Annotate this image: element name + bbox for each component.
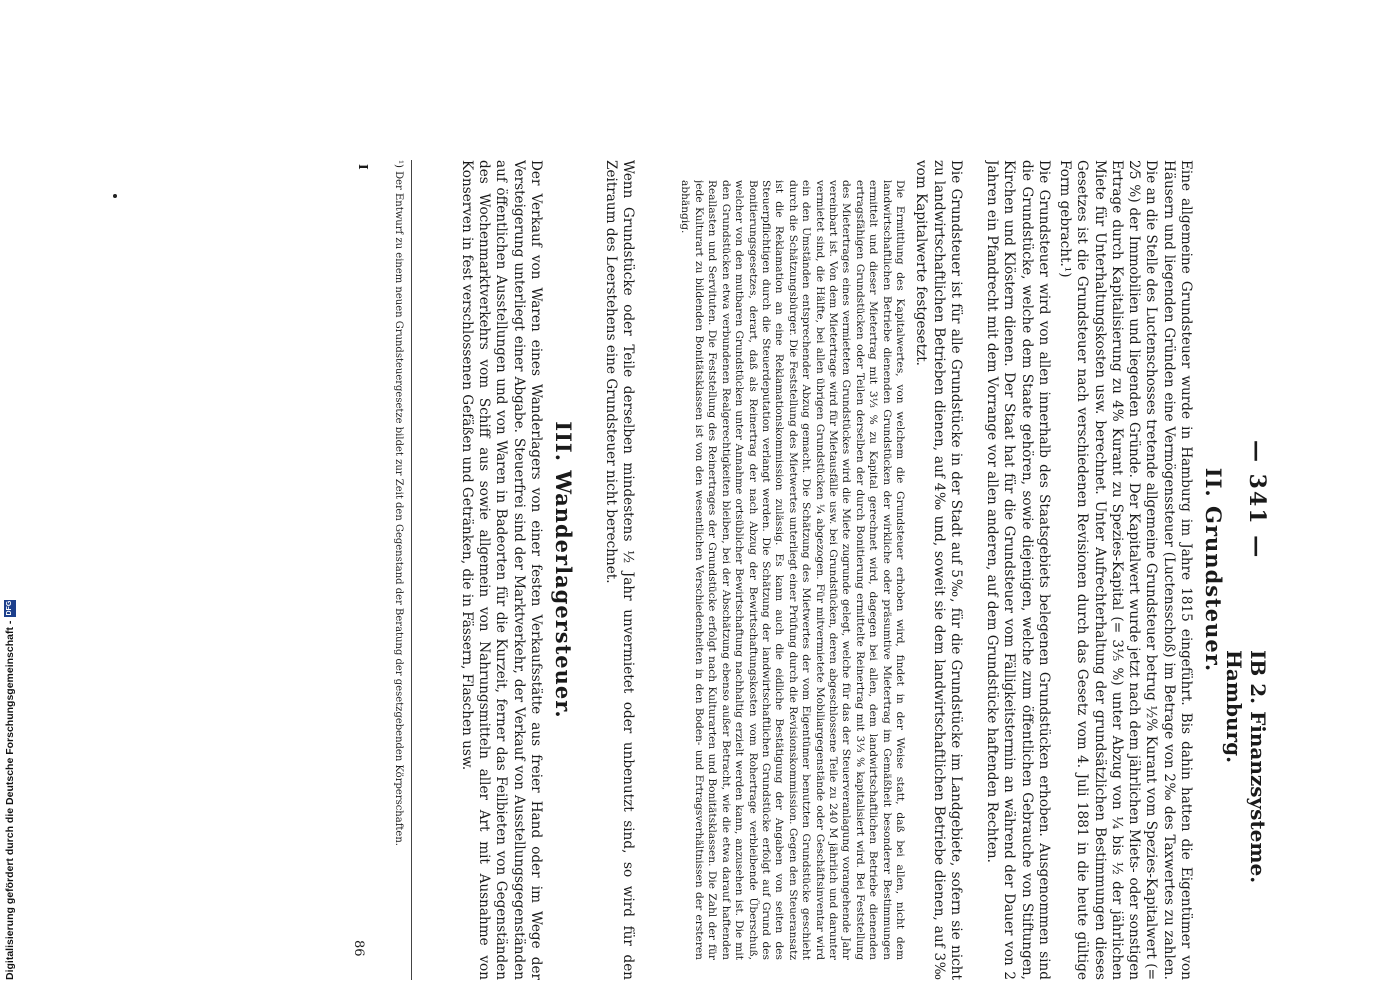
section-heading-wanderlagersteuer: III. Wanderlagersteuer. bbox=[551, 421, 576, 719]
paragraph-wanderlagersteuer: Der Verkauf von Waren eines Wanderlagers von einer festen Verkaufsstätte aus freier Hand oder im Wege der Versteigerung unterliegt einer Abgabe. Steuerfrei sind der Marktverkehr, der Verkauf von Ausstellungsgegenständen auf öffentlichen Ausstellungen und von Waren in Badeorten für die Kurzeit, ferner das Feilbieten von Gegenständen des Wochenmarktverkehrs vom Schiff aus sowie allgemein von Nahrungsmitteln aller Art mit Ausnahme von Konserven in fest verschlossenen Gefäßen und Getränken, die in Fässern, Flaschen usw. bbox=[458, 160, 544, 980]
paragraph-kapitalwert-ermittlung: Die Ermittlung des Kapitalwertes, von welchem die Grundsteuer erhoben wird, findet in der Weise statt, daß bei allen, nicht dem landwirtschaftlichen Betriebe dienenden Grundstücken der wirkliche oder präsumtive Mietertrag im Gemäßheit besonderer Bestimmungen ermittelt und dieser Mietertrag mit 3⅓ % zu Kapital gerechnet wird, dagegen bei allen, dem landwirtschaftlichen Betriebe dienenden ertragsfähigen Grundstücken oder Teilen derselben der durch Bonitierung ermittelte Reinertrag mit 3⅓ % kapitalisiert wird. Bei Feststellung des Mietertrages eines vermieteten Grundstückes wird die Miete zugrunde gelegt, welche für das der Steuerveranlagung vorangehende Jahr vereinbart ist. Von dem Mietertrage wird für Mietausfälle usw. bei Grundstücken, deren abgeschlossene Teile zu 240 M jährlich und darunter vermietet sind, die Hälfte, bei allen übrigen Grundstücken ¼ abgezogen. Für mitvermietete Mobiliargegenstände oder Geschäftsinventar wird ein den Umständen entsprechender Abzug gemacht. Die Schätzung des Mietwertes der vom Eigentümer benutzten Grundstücke geschieht durch die Schätzungsbürger. Die Feststellung des Mietwertes unterliegt einer Prüfung durch die Revisionskommission. Gegen den Steueransatz ist die Reklamation an eine Reklamationskommission zulässig. Es kann auch die eidliche Bestätigung der Angaben von seiten des Steuerpflichtigen durch die Steuerdeputation verlangt werden. Die Schätzung der landwirtschaftlichen Grundstücke erfolgt auf Grund des Bonitierungsgesetzes, derart, daß als Reinertrag der nach Abzug der Bewirtschaftungskosten vom Rohertrage verbleibende Überschuß, welcher von den mutbaren Grundstücken unter Annahme ortsüblicher Bewirtschaftung nachhaltig erzielt werden kann, anzusehen ist. Die mit den Grundstücken etwa verbundenen Realgerechtigkeiten bleiben, bei der Abschätzung ebenso außer Betracht, wie die etwa darauf haftenden Reallasten und Servituten. Die Feststellung des Reinertrages der Grundstücke erfolgt nach Kulturarten und Bonitätsklassen. Die Zahl der für jede Kulturart zu bildenden Bonitätsklassen ist von den wesentlichen Verschiedenheiten in den Boden- und Ertragsverhältnissen der ersteren abhängig. bbox=[679, 180, 906, 960]
page-reference: 86 bbox=[351, 940, 366, 957]
section-heading-grundsteuer: II. Grundsteuer. bbox=[1201, 467, 1226, 673]
signature-mark: I bbox=[356, 164, 370, 170]
paragraph-grundsteuer-intro: Eine allgemeine Grundsteuer wurde in Hamburg im Jahre 1815 eingeführt. Bis dahin hatten die Eigentümer von Häusern und liegenden Gründen eine Vermögenssteuer (Luctensschoß) im Betrage von 2‰ des Taxwertes zu zahlen. Die an die Stelle des Luctenschosses tretende allgemeine Grundsteuer betrug ½% Kurant vom Spezies-Kapitalwert (= 2⁄5 %) der Immobilien und liegenden Gründe. Der Kapitalwert wurde jetzt nach dem jährlichen Miets- oder sonstigen Ertrage durch Kapitalisierung zu 4% Kurant zu Spezies-Kapital (= 3⅕ %) unter Abzug von ¼ bis ½ der jährlichen Miete für Unterhaltungskosten usw. berechnet. Unter Aufrechterhaltung der grundsätzlichen Bestimmungen dieses Gesetzes ist die Grundsteuer nach verschiedenen Revisionen durch das Gesetz vom 4. Juli 1881 in die heute gültige Form gebracht.¹) bbox=[1056, 160, 1194, 980]
digitization-note bbox=[4, 600, 16, 980]
running-head-title: IB 2. Finanzsysteme. Hamburg. bbox=[1222, 650, 1270, 884]
rotated-page bbox=[170, 150, 1290, 990]
paragraph-grundsteuer-scope: Die Grundsteuer wird von allen innerhalb des Staatsgebiets belegenen Grundstücken erhoben. Ausgenommen sind die Grundstücke, welche dem Staate gehören, sowie diejenigen, welche zum öffentlichen Gebrauche von Stiftungen, Kirchen und Klöstern dienen. Der Staat hat für die Grundsteuer vom Fälligkeitstermin an während der Dauer von 2 Jahren ein Pfandrecht mit dem Vorrange vor allen anderen, auf dem Grundstücke haftenden Rechten. bbox=[984, 160, 1052, 980]
dfg-logo-icon: DFG bbox=[4, 600, 16, 617]
page-number: — 341 — bbox=[1244, 440, 1270, 560]
running-head bbox=[1222, 150, 1270, 990]
digitization-text: Digitalisierung gefördert durch die Deutsche Forschungsgemeinschaft - bbox=[4, 620, 16, 980]
paragraph-grundsteuer-rates: Die Grundsteuer ist für alle Grundstücke in der Stadt auf 5‰, für die Grundstücke im Landgebiete, sofern sie nicht zu landwirtschaftlichen Betrieben dienen, auf 4‰ und, soweit sie dem landwirtschaftlichen Betriebe dienen, auf 3‰ vom Kapitalwerte festgesetzt. bbox=[913, 160, 964, 980]
page-content bbox=[170, 150, 1290, 990]
ink-dot bbox=[113, 194, 117, 198]
footnote: ¹) Der Entwurf zu einem neuen Grundsteuergesetze bildet zur Zeit den Gegenstand der Beratung der gesetzgebenden Körperschaften. bbox=[392, 160, 412, 980]
paragraph-leerstand: Wenn Grundstücke oder Teile derselben mindestens ½ Jahr unvermietet oder unbenutzt sind, so wird für den Zeitraum des Leerstehens eine Grundsteuer nicht berechnet. bbox=[602, 160, 636, 980]
